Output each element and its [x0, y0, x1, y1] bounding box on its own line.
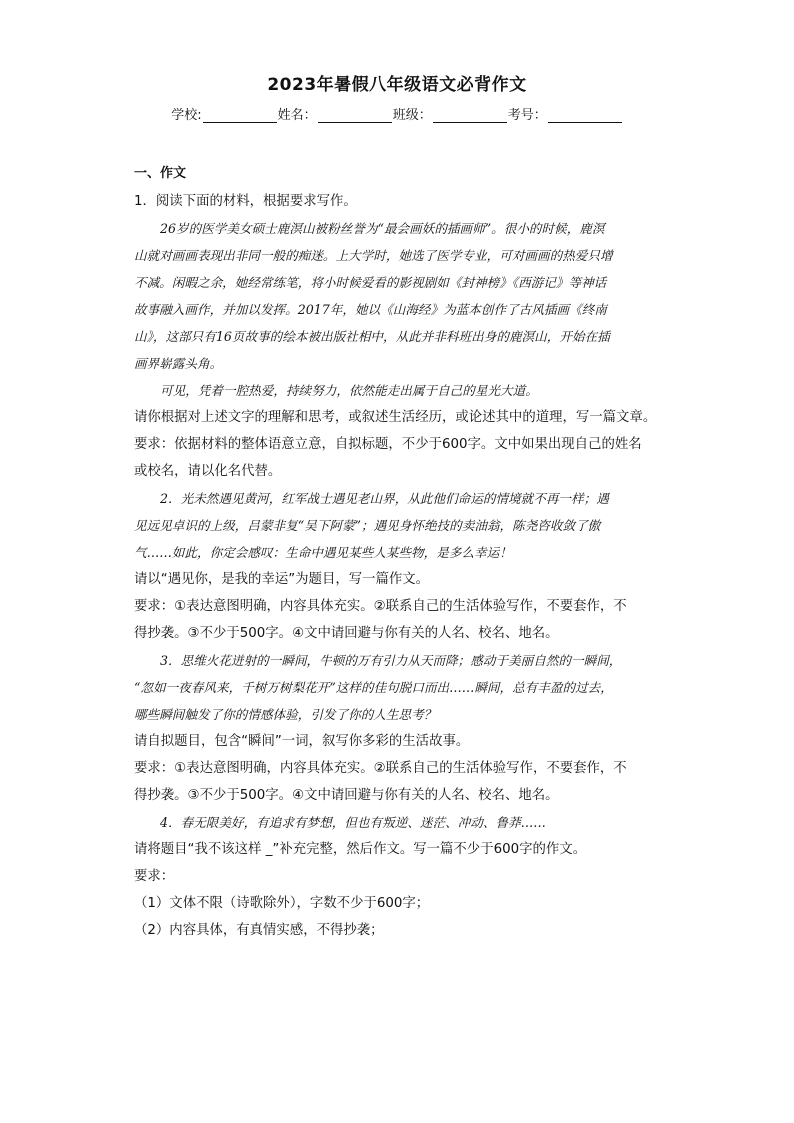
text-line: 4．春无限美好，有追求有梦想，但也有叛逆、迷茫、冲动、鲁莽……: [160, 815, 546, 830]
document-body: [134, 164, 664, 944]
text-line: 得抄袭。③不少于500字。④文中请回避与你有关的人名、校名、地名。: [134, 788, 559, 803]
text-line: 山》，这部只有16页故事的绘本被出版社相中，从此并非科班出身的鹿溟山，开始在插: [134, 329, 610, 344]
text-line: 要求：: [134, 869, 175, 884]
text-line: 1．阅读下面的材料，根据要求写作。: [134, 194, 357, 209]
text-line: 26岁的医学美女硕士鹿溟山被粉丝誉为“最会画妖的插画师”。很小的时候，鹿溟: [160, 221, 605, 236]
text-line: （2）内容具体，有真情实感，不得抄袭；: [134, 923, 384, 938]
text-line: 2．光未然遇见黄河，红军战士遇见老山界，从此他们命运的情境就不再一样；遇: [160, 491, 609, 506]
text-line: 要求：依据材料的整体语意立意，自拟标题，不少于600字。文中如果出现自己的姓名: [134, 437, 642, 452]
text-line: 请将题目“我不该这样 _”补充完整，然后作文。写一篇不少于600字的作文。: [134, 842, 587, 857]
text-line: 要求：①表达意图明确，内容具体充实。②联系自己的生活体验写作，不要套作，不: [134, 761, 627, 776]
exam-no-label: 考号：: [507, 108, 547, 123]
text-line: “忽如一夜春风来，千树万树梨花开”这样的佳句脱口而出……瞬间，总有丰盈的过去，: [134, 680, 613, 695]
text-line: （1）文体不限（诗歌除外），字数不少于600字；: [134, 896, 430, 911]
text-line: 得抄袭。③不少于500字。④文中请回避与你有关的人名、校名、地名。: [134, 626, 559, 641]
school-label: 学校:: [171, 108, 202, 123]
text-line: 3．思维火花迸射的一瞬间，牛顿的万有引力从天而降；感动于美丽自然的一瞬间，: [160, 653, 622, 668]
exam-no-blank[interactable]: [548, 108, 622, 123]
text-line: 画界崭露头角。: [134, 356, 223, 371]
text-lines: [134, 188, 664, 944]
student-info-line: [0, 104, 794, 123]
class-blank[interactable]: [433, 108, 507, 123]
text-line: 或校名，请以化名代替。: [134, 464, 282, 479]
text-line: 不减。闲暇之余，她经常练笔，将小时候爱看的影视剧如《封神榜》《西游记》等神话: [134, 275, 607, 290]
class-label: 班级：: [392, 108, 432, 123]
text-line: 气……如此，你定会感叹：生命中遇见某些人某些物，是多么幸运！: [134, 545, 512, 560]
text-line: 可见，凭着一腔热爱，持续努力，依然能走出属于自己的星光大道。: [160, 383, 538, 398]
text-line: 请以“遇见你，是我的幸运”为题目，写一篇作文。: [134, 572, 430, 587]
text-line: 要求：①表达意图明确，内容具体充实。②联系自己的生活体验写作，不要套作，不: [134, 599, 627, 614]
text-line: 请自拟题目，包含“瞬间”一词，叙写你多彩的生活故事。: [134, 734, 470, 749]
text-line: 哪些瞬间触发了你的情感体验，引发了你的人生思考？: [134, 707, 437, 722]
text-line: 故事融入画作，并加以发挥。2017年，她以《山海经》为蓝本创作了古风插画《终南: [134, 302, 607, 317]
page-title: 2023年暑假八年级语文必背作文: [267, 75, 527, 95]
name-label: 姓名：: [277, 108, 317, 123]
school-blank[interactable]: [203, 108, 277, 123]
name-blank[interactable]: [318, 108, 392, 123]
text-line: 见远见卓识的上级，吕蒙非复“吴下阿蒙”；遇见身怀绝技的卖油翁，陈尧咨收敛了傲: [134, 518, 601, 533]
text-line: 请你根据对上述文字的理解和思考，或叙述生活经历，或论述其中的道理，写一篇文章。: [134, 410, 657, 425]
text-line: 山就对画画表现出非同一般的痴迷。上大学时，她选了医学专业，可对画画的热爱只增: [134, 248, 613, 263]
section-heading: 一、作文: [134, 166, 187, 181]
